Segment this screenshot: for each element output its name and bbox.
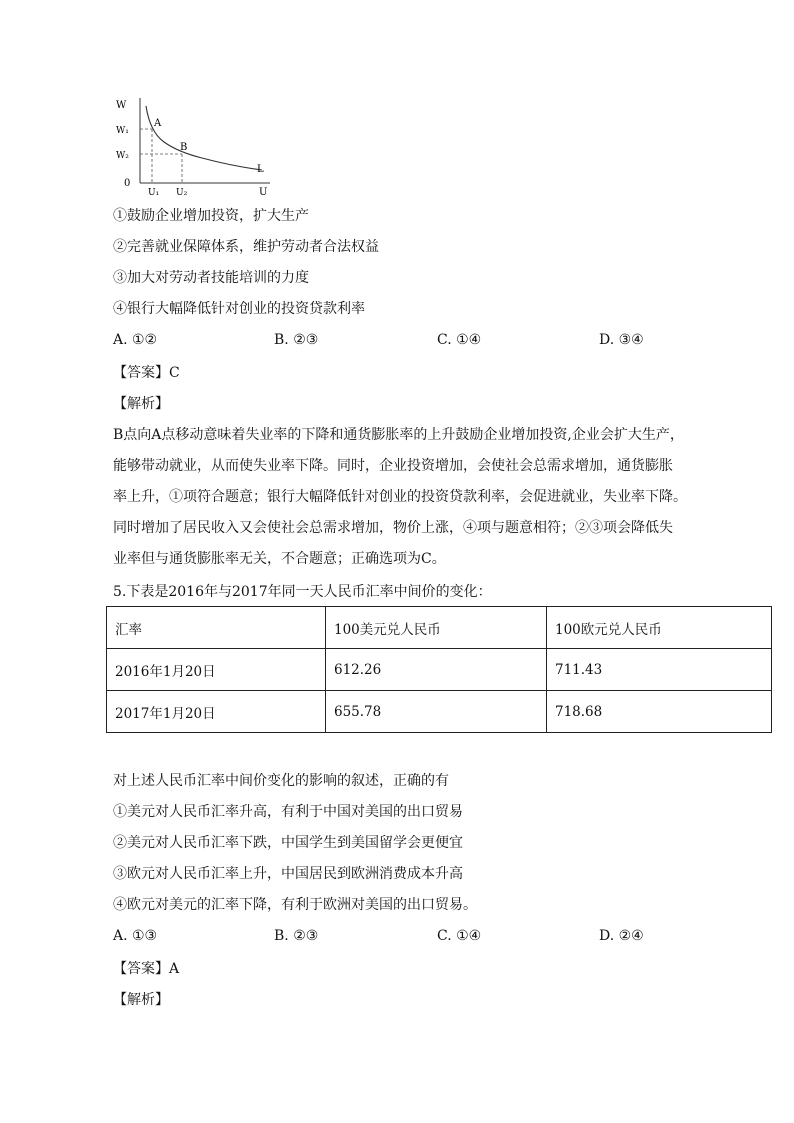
q5-prompt: 对上述人民币汇率中间价变化的影响的叙述，正确的有 bbox=[113, 773, 449, 789]
q5-answer: 【答案】A bbox=[113, 961, 180, 977]
q4-option-a: A. ①② bbox=[113, 332, 158, 348]
q5-item-3: ③欧元对人民币汇率上升，中国居民到欧洲消费成本升高 bbox=[113, 866, 463, 882]
q5-option-b: B. ②③ bbox=[274, 928, 319, 944]
table-row bbox=[107, 691, 772, 733]
q5-analysis-title: 【解析】 bbox=[113, 992, 169, 1008]
table-header-cell: 汇率 bbox=[107, 607, 326, 649]
point-a-label: A bbox=[154, 118, 162, 129]
q4-analysis-line-3: 率上升，①项符合题意；银行大幅降低针对创业的投资贷款利率，会促进就业，失业率下降。 bbox=[113, 489, 687, 505]
q4-option-b: B. ②③ bbox=[274, 332, 319, 348]
u1-label: U₁ bbox=[148, 188, 160, 198]
y-axis-label: W bbox=[116, 100, 127, 111]
q4-item-4: ④银行大幅降低针对创业的投资贷款利率 bbox=[113, 301, 365, 317]
table-header-row bbox=[107, 607, 772, 649]
table-cell: 711.43 bbox=[547, 649, 772, 691]
q4-analysis-line-2: 能够带动就业，从而使失业率下降。同时，企业投资增加，会使社会总需求增加，通货膨胀 bbox=[113, 458, 673, 474]
q5-item-1: ①美元对人民币汇率升高，有利于中国对美国的出口贸易 bbox=[113, 804, 463, 820]
q4-analysis-line-5: 业率但与通货膨胀率无关，不合题意；正确选项为C。 bbox=[113, 551, 446, 567]
table-cell: 655.78 bbox=[326, 691, 547, 733]
curve-l-label: L bbox=[257, 164, 264, 175]
w1-label: W₁ bbox=[116, 126, 129, 136]
q4-item-2: ②完善就业保障体系，维护劳动者合法权益 bbox=[113, 239, 379, 255]
table-cell: 2017年1月20日 bbox=[107, 691, 326, 733]
table-cell: 718.68 bbox=[547, 691, 772, 733]
table-header-cell: 100欧元兑人民币 bbox=[547, 607, 772, 649]
exchange-rate-table bbox=[106, 606, 772, 733]
table-row bbox=[107, 649, 772, 691]
phillips-curve-graph bbox=[112, 92, 282, 200]
table-cell: 2016年1月20日 bbox=[107, 649, 326, 691]
q4-item-1: ①鼓励企业增加投资，扩大生产 bbox=[113, 208, 309, 224]
curve-l bbox=[146, 106, 262, 170]
q4-analysis-line-1: B点向A点移动意味着失业率的下降和通货膨胀率的上升鼓励企业增加投资,企业会扩大生产， bbox=[113, 427, 684, 443]
q4-option-c: C. ①④ bbox=[437, 332, 482, 348]
w2-label: W₂ bbox=[116, 151, 129, 161]
q5-stem: 5.下表是2016年与2017年同一天人民币汇率中间价的变化： bbox=[113, 584, 492, 600]
q4-options bbox=[0, 330, 794, 350]
table-header-cell: 100美元兑人民币 bbox=[326, 607, 547, 649]
x-axis-label: U bbox=[259, 187, 268, 198]
u2-label: U₂ bbox=[176, 188, 188, 198]
q4-option-d: D. ③④ bbox=[599, 332, 644, 348]
q5-options bbox=[0, 926, 794, 946]
origin-label: 0 bbox=[124, 178, 131, 189]
q5-item-4: ④欧元对美元的汇率下降，有利于欧洲对美国的出口贸易。 bbox=[113, 897, 477, 913]
q5-option-a: A. ①③ bbox=[113, 928, 158, 944]
q5-option-c: C. ①④ bbox=[437, 928, 482, 944]
q4-analysis-line-4: 同时增加了居民收入又会使社会总需求增加，物价上涨，④项与题意相符；②③项会降低失 bbox=[113, 520, 673, 536]
table-cell: 612.26 bbox=[326, 649, 547, 691]
q4-answer: 【答案】C bbox=[113, 365, 180, 381]
point-b-label: B bbox=[180, 142, 188, 153]
q4-analysis-title: 【解析】 bbox=[113, 396, 169, 412]
q5-option-d: D. ②④ bbox=[599, 928, 644, 944]
q5-item-2: ②美元对人民币汇率下跌，中国学生到美国留学会更便宜 bbox=[113, 835, 463, 851]
q4-item-3: ③加大对劳动者技能培训的力度 bbox=[113, 270, 309, 286]
